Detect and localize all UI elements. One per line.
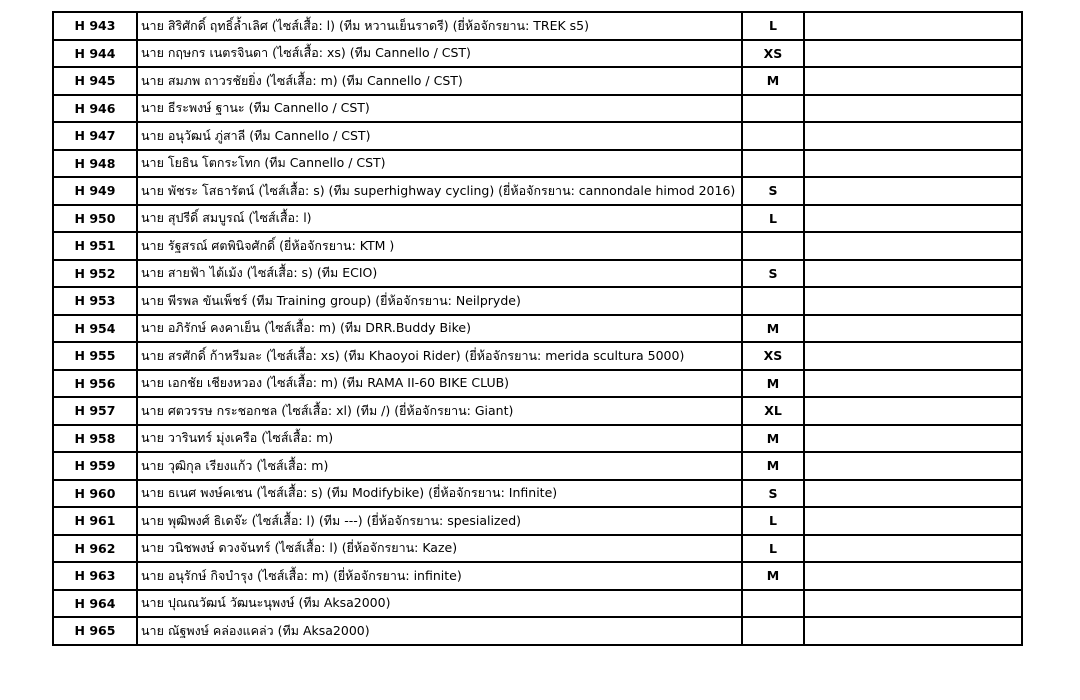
empty-cell bbox=[804, 95, 1022, 123]
participant-details-cell: นาย ธีระพงษ์ ฐานะ (ทีม Cannello / CST) bbox=[137, 95, 742, 123]
participant-details-cell: นาย สมภพ ถาวรชัยยิ่ง (ไซส์เสื้อ: m) (ทีม Cannello / CST) bbox=[137, 67, 742, 95]
empty-cell bbox=[804, 177, 1022, 205]
shirt-size-cell: M bbox=[742, 370, 804, 398]
table-row bbox=[53, 67, 1022, 95]
participant-details-cell: นาย รัฐสรณ์ ศตพินิจศักดิ์ (ยี่ห้อจักรยาน: KTM ) bbox=[137, 232, 742, 260]
bib-number-cell: H 944 bbox=[53, 40, 137, 68]
shirt-size-cell: M bbox=[742, 67, 804, 95]
bib-number-cell: H 963 bbox=[53, 562, 137, 590]
participant-table bbox=[52, 11, 1023, 646]
participant-details-cell: นาย พุฒิพงศ์ ธิเดจ๊ะ (ไซส์เสื้อ: l) (ทีม ---) (ยี่ห้อจักรยาน: spesialized) bbox=[137, 507, 742, 535]
empty-cell bbox=[804, 122, 1022, 150]
empty-cell bbox=[804, 205, 1022, 233]
table-row bbox=[53, 232, 1022, 260]
participant-details-cell: นาย สิริศักดิ์ ฤทธิ์ล้ำเลิศ (ไซส์เสื้อ: l) (ทีม หวานเย็นราดรี) (ยี่ห้อจักรยาน: TREK s5) bbox=[137, 12, 742, 40]
participant-details-cell: นาย สุปรีดิ์ สมบูรณ์ (ไซส์เสื้อ: l) bbox=[137, 205, 742, 233]
bib-number-cell: H 949 bbox=[53, 177, 137, 205]
bib-number-cell: H 951 bbox=[53, 232, 137, 260]
bib-number-cell: H 953 bbox=[53, 287, 137, 315]
empty-cell bbox=[804, 452, 1022, 480]
table-row bbox=[53, 562, 1022, 590]
table-row bbox=[53, 370, 1022, 398]
empty-cell bbox=[804, 232, 1022, 260]
empty-cell bbox=[804, 342, 1022, 370]
table-row bbox=[53, 40, 1022, 68]
empty-cell bbox=[804, 480, 1022, 508]
participant-details-cell: นาย ณัฐพงษ์ คล่องแคล่ว (ทีม Aksa2000) bbox=[137, 617, 742, 645]
participant-details-cell: นาย อภิรักษ์ คงคาเย็น (ไซส์เสื้อ: m) (ทีม DRR.Buddy Bike) bbox=[137, 315, 742, 343]
table-row bbox=[53, 507, 1022, 535]
table-row bbox=[53, 535, 1022, 563]
empty-cell bbox=[804, 12, 1022, 40]
table-row bbox=[53, 95, 1022, 123]
participant-details-cell: นาย ศตวรรษ กระชอกชล (ไซส์เสื้อ: xl) (ทีม /) (ยี่ห้อจักรยาน: Giant) bbox=[137, 397, 742, 425]
bib-number-cell: H 948 bbox=[53, 150, 137, 178]
table-row bbox=[53, 287, 1022, 315]
participant-details-cell: นาย พัชระ โสธารัตน์ (ไซส์เสื้อ: s) (ทีม superhighway cycling) (ยี่ห้อจักรยาน: cannondale himod 2016) bbox=[137, 177, 742, 205]
bib-number-cell: H 955 bbox=[53, 342, 137, 370]
shirt-size-cell: M bbox=[742, 315, 804, 343]
shirt-size-cell: L bbox=[742, 535, 804, 563]
shirt-size-cell bbox=[742, 590, 804, 618]
empty-cell bbox=[804, 370, 1022, 398]
shirt-size-cell: L bbox=[742, 205, 804, 233]
participant-details-cell: นาย วุฒิกุล เรียงแก้ว (ไซส์เสื้อ: m) bbox=[137, 452, 742, 480]
participant-details-cell: นาย อนุวัฒน์ ภู่สาลี (ทีม Cannello / CST) bbox=[137, 122, 742, 150]
empty-cell bbox=[804, 507, 1022, 535]
bib-number-cell: H 965 bbox=[53, 617, 137, 645]
participant-details-cell: นาย ธเนศ พงษ์คเชน (ไซส์เสื้อ: s) (ทีม Modifybike) (ยี่ห้อจักรยาน: Infinite) bbox=[137, 480, 742, 508]
shirt-size-cell bbox=[742, 95, 804, 123]
empty-cell bbox=[804, 67, 1022, 95]
empty-cell bbox=[804, 617, 1022, 645]
bib-number-cell: H 962 bbox=[53, 535, 137, 563]
bib-number-cell: H 954 bbox=[53, 315, 137, 343]
shirt-size-cell: L bbox=[742, 12, 804, 40]
empty-cell bbox=[804, 287, 1022, 315]
empty-cell bbox=[804, 397, 1022, 425]
bib-number-cell: H 960 bbox=[53, 480, 137, 508]
empty-cell bbox=[804, 425, 1022, 453]
table-row bbox=[53, 397, 1022, 425]
shirt-size-cell bbox=[742, 617, 804, 645]
bib-number-cell: H 956 bbox=[53, 370, 137, 398]
shirt-size-cell bbox=[742, 122, 804, 150]
table-row bbox=[53, 452, 1022, 480]
table-row bbox=[53, 150, 1022, 178]
participant-table-body bbox=[53, 12, 1022, 645]
shirt-size-cell: M bbox=[742, 425, 804, 453]
empty-cell bbox=[804, 590, 1022, 618]
empty-cell bbox=[804, 150, 1022, 178]
shirt-size-cell: S bbox=[742, 480, 804, 508]
table-row bbox=[53, 315, 1022, 343]
table-row bbox=[53, 590, 1022, 618]
shirt-size-cell: XS bbox=[742, 40, 804, 68]
empty-cell bbox=[804, 535, 1022, 563]
participant-details-cell: นาย พีรพล ขันเพ็ชร์ (ทีม Training group) (ยี่ห้อจักรยาน: Neilpryde) bbox=[137, 287, 742, 315]
empty-cell bbox=[804, 260, 1022, 288]
shirt-size-cell: L bbox=[742, 507, 804, 535]
participant-details-cell: นาย โยธิน โตกระโทก (ทีม Cannello / CST) bbox=[137, 150, 742, 178]
shirt-size-cell: S bbox=[742, 177, 804, 205]
shirt-size-cell: XS bbox=[742, 342, 804, 370]
participant-details-cell: นาย เอกชัย เชียงหวอง (ไซส์เสื้อ: m) (ทีม RAMA II-60 BIKE CLUB) bbox=[137, 370, 742, 398]
bib-number-cell: H 957 bbox=[53, 397, 137, 425]
bib-number-cell: H 952 bbox=[53, 260, 137, 288]
participant-details-cell: นาย กฤษกร เนตรจินดา (ไซส์เสื้อ: xs) (ทีม Cannello / CST) bbox=[137, 40, 742, 68]
empty-cell bbox=[804, 562, 1022, 590]
participant-details-cell: นาย สายฟ้า ไต้เม้ง (ไซส์เสื้อ: s) (ทีม ECIO) bbox=[137, 260, 742, 288]
shirt-size-cell bbox=[742, 150, 804, 178]
empty-cell bbox=[804, 315, 1022, 343]
participant-details-cell: นาย วารินทร์ มุ่งเครือ (ไซส์เสื้อ: m) bbox=[137, 425, 742, 453]
bib-number-cell: H 964 bbox=[53, 590, 137, 618]
table-row bbox=[53, 12, 1022, 40]
shirt-size-cell: S bbox=[742, 260, 804, 288]
shirt-size-cell: M bbox=[742, 562, 804, 590]
empty-cell bbox=[804, 40, 1022, 68]
shirt-size-cell: XL bbox=[742, 397, 804, 425]
table-row bbox=[53, 122, 1022, 150]
bib-number-cell: H 943 bbox=[53, 12, 137, 40]
table-row bbox=[53, 205, 1022, 233]
table-row bbox=[53, 260, 1022, 288]
bib-number-cell: H 950 bbox=[53, 205, 137, 233]
bib-number-cell: H 947 bbox=[53, 122, 137, 150]
participant-details-cell: นาย อนุรักษ์ กิจบำรุง (ไซส์เสื้อ: m) (ยี่ห้อจักรยาน: infinite) bbox=[137, 562, 742, 590]
table-row bbox=[53, 617, 1022, 645]
shirt-size-cell bbox=[742, 287, 804, 315]
shirt-size-cell bbox=[742, 232, 804, 260]
table-row bbox=[53, 342, 1022, 370]
participant-details-cell: นาย สรศักดิ์ ก้าหรีมละ (ไซส์เสื้อ: xs) (ทีม Khaoyoi Rider) (ยี่ห้อจักรยาน: merida scultura 5000) bbox=[137, 342, 742, 370]
participant-details-cell: นาย วนิชพงษ์ ดวงจันทร์ (ไซส์เสื้อ: l) (ยี่ห้อจักรยาน: Kaze) bbox=[137, 535, 742, 563]
bib-number-cell: H 958 bbox=[53, 425, 137, 453]
shirt-size-cell: M bbox=[742, 452, 804, 480]
table-row bbox=[53, 177, 1022, 205]
bib-number-cell: H 959 bbox=[53, 452, 137, 480]
bib-number-cell: H 946 bbox=[53, 95, 137, 123]
table-row bbox=[53, 480, 1022, 508]
table-row bbox=[53, 425, 1022, 453]
bib-number-cell: H 961 bbox=[53, 507, 137, 535]
participant-details-cell: นาย ปุณณวัฒน์ วัฒนะนุพงษ์ (ทีม Aksa2000) bbox=[137, 590, 742, 618]
bib-number-cell: H 945 bbox=[53, 67, 137, 95]
